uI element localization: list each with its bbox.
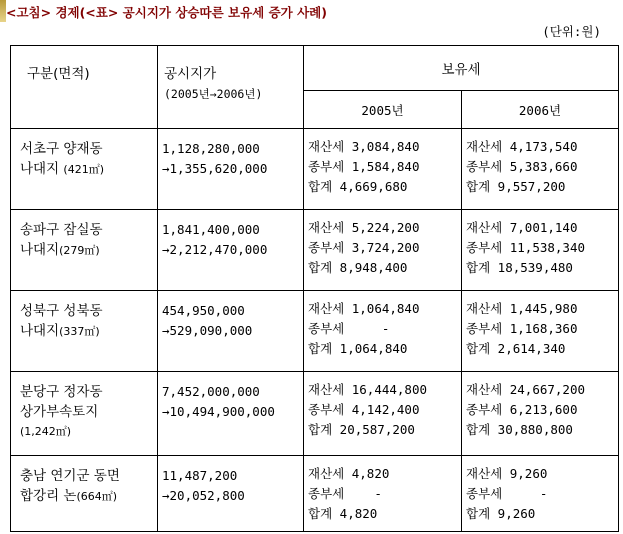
row-price-cell — [158, 456, 304, 532]
row-name-line2: 상가부속토지 — [20, 404, 99, 420]
header-land-price — [158, 46, 304, 129]
row-tax-2006-cell — [462, 291, 619, 372]
row-tax-2005-cell — [304, 372, 462, 456]
row-name-line2: 나대지 — [20, 242, 60, 258]
tax-comprehensive: 종부세 6,213,600 — [466, 402, 578, 417]
row-category-cell — [11, 291, 158, 372]
row-name-line1: 서초구 양재동 — [20, 141, 103, 157]
row-category-cell — [11, 456, 158, 532]
tax-property: 재산세 7,001,140 — [466, 220, 578, 235]
row-name-line2: 나대지 — [20, 161, 60, 177]
tax-property: 재산세 16,444,800 — [308, 382, 428, 397]
tax-total: 합계 9,557,200 — [466, 179, 566, 194]
price-2006: →20,052,800 — [162, 488, 245, 503]
row-area: (279㎡) — [59, 244, 100, 257]
tax-comprehensive: 종부세 - — [466, 486, 548, 501]
row-tax-2005-cell — [304, 456, 462, 532]
tax-total: 합계 30,880,800 — [466, 422, 573, 437]
header-land-price-period: (2005년→2006년) — [164, 87, 263, 101]
row-tax-2005-cell — [304, 129, 462, 210]
tax-property: 재산세 4,820 — [308, 466, 390, 481]
tax-property: 재산세 5,224,200 — [308, 220, 420, 235]
tax-comprehensive: 종부세 11,538,340 — [466, 240, 586, 255]
row-category-cell — [11, 372, 158, 456]
row-tax-2006-cell — [462, 210, 619, 291]
row-category-cell — [11, 129, 158, 210]
tax-property: 재산세 1,445,980 — [466, 301, 578, 316]
row-name-line1: 분당구 정자동 — [20, 384, 103, 400]
unit-label: (단위:원) — [542, 24, 601, 39]
header-row-1 — [11, 46, 619, 91]
table-row — [11, 372, 619, 456]
tax-comprehensive: 종부세 - — [308, 321, 390, 336]
row-price-cell — [158, 372, 304, 456]
row-area: (1,242㎡) — [20, 425, 72, 438]
table-row — [11, 456, 619, 532]
tax-total: 합계 1,064,840 — [308, 341, 408, 356]
row-tax-2005-cell — [304, 291, 462, 372]
tax-total: 합계 18,539,480 — [466, 260, 573, 275]
tax-comprehensive: 종부세 1,168,360 — [466, 321, 578, 336]
table-row — [11, 210, 619, 291]
row-tax-2006-cell — [462, 456, 619, 532]
tax-total: 합계 20,587,200 — [308, 422, 415, 437]
tax-table — [10, 45, 619, 532]
header-year-2006: 2006년 — [462, 91, 619, 129]
tax-total: 합계 2,614,340 — [466, 341, 566, 356]
row-tax-2006-cell — [462, 372, 619, 456]
row-name-line2: 나대지 — [20, 323, 60, 339]
tax-comprehensive: 종부세 - — [308, 486, 382, 501]
row-category-cell — [11, 210, 158, 291]
price-2006: →2,212,470,000 — [162, 242, 268, 257]
header-category: 구분(면적) — [11, 46, 158, 129]
price-2005: 1,128,280,000 — [162, 141, 260, 156]
price-2006: →1,355,620,000 — [162, 161, 268, 176]
tax-property: 재산세 1,064,840 — [308, 301, 420, 316]
row-price-cell — [158, 210, 304, 291]
row-name-line1: 송파구 잠실동 — [20, 222, 103, 238]
tax-total: 합계 4,820 — [308, 506, 378, 521]
tax-total: 합계 8,948,400 — [308, 260, 408, 275]
price-2005: 7,452,000,000 — [162, 384, 260, 399]
row-name-line1: 성북구 성북동 — [20, 303, 103, 319]
price-2006: →529,090,000 — [162, 323, 253, 338]
row-area: (337㎡) — [59, 325, 100, 338]
tax-comprehensive: 종부세 5,383,660 — [466, 159, 578, 174]
row-name-line2: 합강리 논 — [20, 488, 77, 504]
tax-comprehensive: 종부세 3,724,200 — [308, 240, 420, 255]
row-price-cell — [158, 129, 304, 210]
header-land-price-label: 공시지가 — [164, 66, 217, 82]
row-name-line1: 충남 연기군 동면 — [20, 468, 120, 484]
tax-property: 재산세 24,667,200 — [466, 382, 586, 397]
row-tax-2005-cell — [304, 210, 462, 291]
table-row — [11, 129, 619, 210]
price-2005: 11,487,200 — [162, 468, 238, 483]
row-area: (421㎡) — [63, 163, 105, 176]
tax-property: 재산세 9,260 — [466, 466, 548, 481]
price-2005: 454,950,000 — [162, 303, 245, 318]
tax-property: 재산세 3,084,840 — [308, 139, 420, 154]
price-2006: →10,494,900,000 — [162, 404, 275, 419]
tax-property: 재산세 4,173,540 — [466, 139, 578, 154]
row-area: (664㎡) — [76, 490, 118, 503]
tax-comprehensive: 종부세 1,584,840 — [308, 159, 420, 174]
tax-comprehensive: 종부세 4,142,400 — [308, 402, 420, 417]
row-tax-2006-cell — [462, 129, 619, 210]
header-year-2005: 2005년 — [304, 91, 462, 129]
tax-total: 합계 4,669,680 — [308, 179, 408, 194]
table-row — [11, 291, 619, 372]
row-price-cell — [158, 291, 304, 372]
document-title: <고침> 경제(<표> 공시지가 상승따른 보유세 증가 사례) — [6, 5, 327, 20]
price-2005: 1,841,400,000 — [162, 222, 260, 237]
header-holding-tax: 보유세 — [304, 46, 619, 91]
tax-total: 합계 9,260 — [466, 506, 536, 521]
